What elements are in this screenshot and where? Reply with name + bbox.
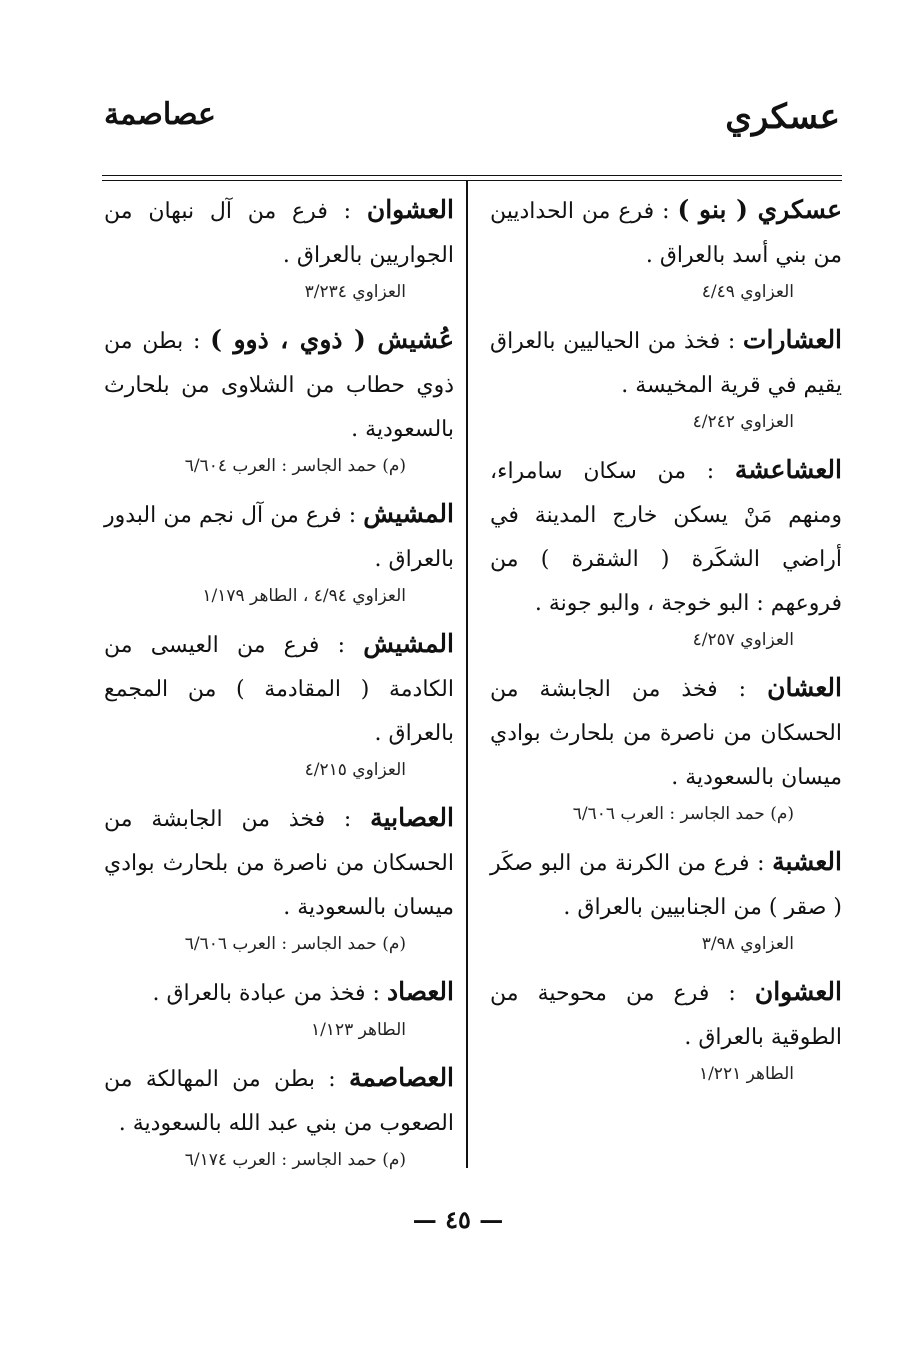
entry-headword: العشان — [767, 673, 842, 702]
dictionary-entry — [490, 188, 842, 306]
entry-text — [490, 666, 842, 800]
entry-separator: : — [709, 981, 755, 1006]
entry-text — [104, 188, 454, 278]
entry-headword: العشاعشة — [734, 455, 842, 484]
entry-definition: فرع من الحداديين من بني أسد بالعراق . — [490, 199, 842, 268]
dictionary-entry — [104, 1056, 454, 1174]
dictionary-entry — [104, 970, 454, 1044]
entry-definition: فرع من العيسى من الكادمة ( المقادمة ) من المجمع بالعراق . — [104, 633, 454, 746]
dictionary-entry — [104, 622, 454, 784]
entry-text — [104, 318, 454, 452]
entry-text — [104, 970, 454, 1016]
entry-separator: : — [365, 981, 387, 1006]
entry-reference: (م) حمد الجاسر : العرب ٦/٦٠٤ — [184, 456, 406, 476]
entry-headword: عُشيش ( ذوي ، ذوو ) — [210, 325, 454, 354]
entry-headword: العشوان — [754, 977, 842, 1006]
entry-headword: العشوان — [366, 195, 454, 224]
entry-text — [104, 622, 454, 756]
entry-separator: : — [720, 329, 743, 354]
running-head-right: عسكري — [725, 97, 840, 137]
entry-reference: العزاوي ٤/٩٤ ، الطاهر ١/١٧٩ — [202, 586, 406, 606]
entry-headword: العصابية — [370, 803, 454, 832]
dictionary-entry — [490, 840, 842, 958]
dictionary-entry — [490, 318, 842, 436]
entry-definition: فرع من آل نجم من البدور بالعراق . — [104, 503, 454, 572]
entry-separator: : — [686, 459, 735, 484]
entry-definition: بطن من ذوي حطاب من الشلاوى من بلحارث بالسعودية . — [104, 329, 454, 442]
page-number: — ٤٥ — — [412, 1205, 504, 1234]
entry-text — [104, 1056, 454, 1146]
entry-headword: العشبة — [772, 847, 842, 876]
entry-text — [104, 492, 454, 582]
entry-definition: فخذ من عبادة بالعراق . — [152, 981, 366, 1006]
entry-text — [490, 448, 842, 626]
entry-definition: فرع من محوحية من الطوقية بالعراق . — [490, 981, 842, 1050]
dictionary-entry — [104, 188, 454, 306]
dictionary-entry — [490, 666, 842, 828]
entry-reference: العزاوي ٣/٩٨ — [701, 934, 794, 954]
dictionary-entry — [104, 796, 454, 958]
running-head-left: عصاصمة — [104, 97, 216, 132]
entry-separator: : — [319, 633, 364, 658]
entry-reference: الطاهر ١/٢٢١ — [698, 1064, 794, 1084]
dictionary-entry — [104, 492, 454, 610]
entry-reference: العزاوي ٤/٤٩ — [701, 282, 794, 302]
entry-headword: العصاد — [386, 977, 454, 1006]
header-rule-bottom — [102, 180, 842, 181]
entry-definition: فرع من آل نبهان من الجواريين بالعراق . — [104, 199, 454, 268]
entry-headword: العصاصمة — [349, 1063, 455, 1092]
entry-headword: العشارات — [742, 325, 843, 354]
entry-definition: من سكان سامراء، ومنهم مَنْ يسكن خارج المدينة في أراضي الشكَرة ( الشقرة ) من فروعهم : البو خوجة ، والبو جونة . — [490, 459, 842, 616]
entry-text — [490, 970, 842, 1060]
entry-headword: المشيش — [363, 499, 454, 528]
entry-definition: بطن من المهالكة من الصعوب من بني عبد الله بالسعودية . — [104, 1067, 454, 1136]
entry-reference: العزاوي ٤/٢٥٧ — [692, 630, 794, 650]
entry-definition: فخذ من الجابشة من الحسكان من ناصرة من بلحارث بوادي ميسان بالسعودية . — [490, 677, 842, 790]
entry-reference: العزاوي ٤/٢٤٢ — [692, 412, 794, 432]
entry-separator: : — [325, 807, 371, 832]
entry-headword: عسكري ( بنو ) — [677, 195, 842, 224]
entry-text — [104, 796, 454, 930]
dictionary-entry — [104, 318, 454, 480]
entry-separator: : — [183, 329, 211, 354]
entry-definition: فخذ من الجابشة من الحسكان من ناصرة من بلحارث بوادي ميسان بالسعودية . — [104, 807, 454, 920]
entry-separator: : — [717, 677, 768, 702]
entry-definition: فرع من الكرنة من البو صكَر ( صقر ) من الجنابيين بالعراق . — [490, 851, 842, 920]
entry-reference: (م) حمد الجاسر : العرب ٦/١٧٤ — [184, 1150, 406, 1170]
entry-separator: : — [327, 199, 367, 224]
entry-separator: : — [314, 1067, 349, 1092]
dictionary-entry — [490, 448, 842, 654]
dictionary-entry — [490, 970, 842, 1088]
entry-text — [490, 840, 842, 930]
entry-definition: فخذ من الحياليين بالعراق يقيم في قرية المخيسة . — [490, 329, 842, 398]
entry-text — [490, 318, 842, 408]
entry-reference: (م) حمد الجاسر : العرب ٦/٦٠٦ — [184, 934, 406, 954]
entry-separator: : — [341, 503, 364, 528]
entry-separator: : — [749, 851, 773, 876]
entry-separator: : — [654, 199, 678, 224]
right-column — [490, 188, 842, 1100]
entry-reference: العزاوي ٣/٢٣٤ — [304, 282, 406, 302]
header-rule-top — [102, 175, 842, 176]
left-column — [104, 188, 454, 1186]
entry-reference: الطاهر ١/١٢٣ — [310, 1020, 406, 1040]
entry-reference: (م) حمد الجاسر : العرب ٦/٦٠٦ — [572, 804, 794, 824]
entry-headword: المشيش — [363, 629, 454, 658]
entry-reference: العزاوي ٤/٢١٥ — [304, 760, 406, 780]
column-divider — [466, 180, 468, 1168]
entry-text — [490, 188, 842, 278]
